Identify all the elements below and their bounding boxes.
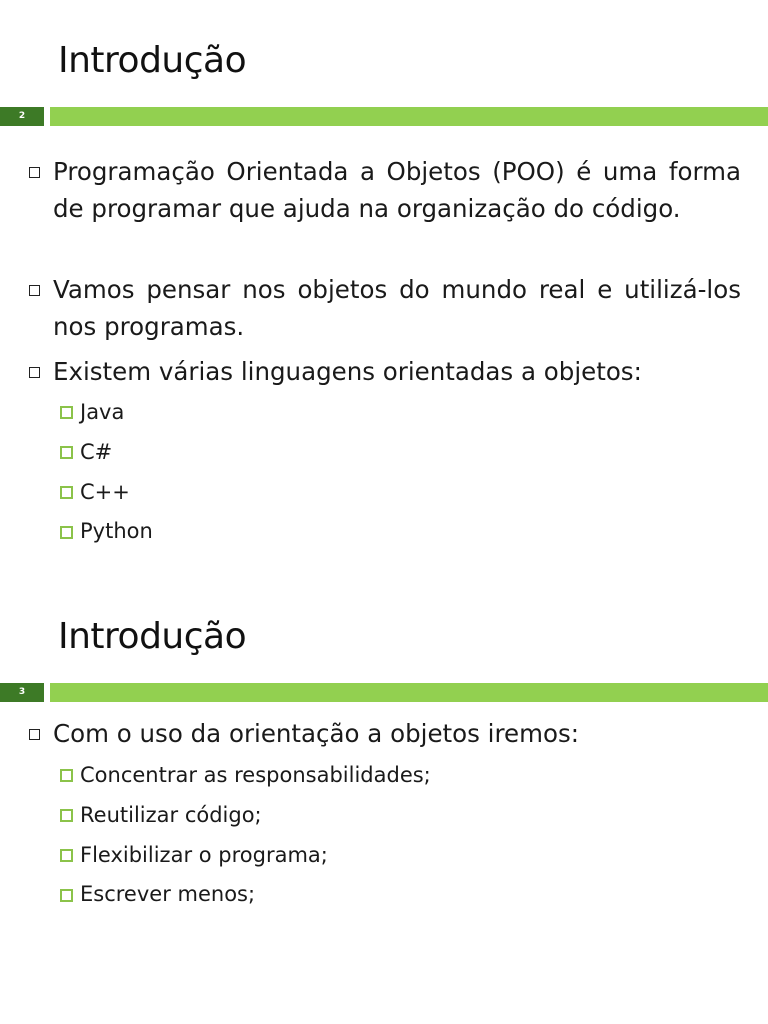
sub-bullet-icon (60, 849, 73, 862)
sub-bullet-text: Escrever menos; (80, 882, 256, 906)
sub-bullet-text: Java (80, 400, 125, 424)
sub-bullet-text: C++ (80, 480, 130, 504)
sub-bullet-text: Reutilizar código; (80, 803, 262, 827)
bullet-text: Vamos pensar nos objetos do mundo real e utilizá-los nos programas. (53, 275, 741, 341)
square-bullet-icon (29, 729, 40, 740)
slide-title: Introdução (58, 40, 247, 81)
sub-bullet-text: Python (80, 519, 153, 543)
sub-bullet-icon (60, 769, 73, 782)
sub-bullet-text: C# (80, 440, 113, 464)
slide-title: Introdução (58, 616, 247, 657)
sub-bullet-text: Concentrar as responsabilidades; (80, 763, 431, 787)
slide-number-badge: 3 (0, 683, 44, 702)
bullet-text: Existem várias linguagens orientadas a objetos: (53, 357, 642, 386)
bullet-text: Programação Orientada a Objetos (POO) é uma forma de programar que ajuda na organização do código. (53, 157, 741, 223)
bullet-text: Com o uso da orientação a objetos iremos: (53, 719, 579, 748)
sub-bullet-icon (60, 809, 73, 822)
accent-bar (50, 683, 768, 702)
sub-bullet-icon (60, 889, 73, 902)
slide-number-badge: 2 (0, 107, 44, 126)
sub-bullet-text: Flexibilizar o programa; (80, 843, 328, 867)
